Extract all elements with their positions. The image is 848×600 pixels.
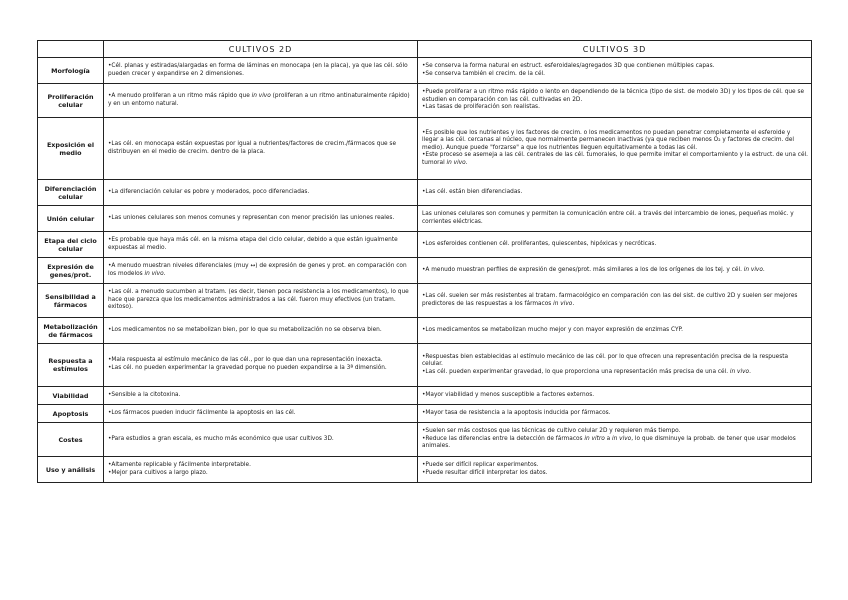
table-row [38,180,812,206]
cell-line: •Mejor para cultivos a largo plazo. [108,469,208,476]
comparison-table [37,40,812,483]
cell-line: Las uniones celulares son comunes y permiten la comunicación entre cél. a través del intercambio de iones, pequeñas moléc. y corrientes eléctricas. [422,210,794,225]
cell-line: •Puede ser difícil replicar experimentos. [422,461,539,468]
cell-line: •A menudo proliferan a un ritmo más rápido que in vivo (proliferan a un ritmo antinaturalmente rápido) y en un entorno natural. [108,92,410,107]
table-row [38,84,812,118]
row-label: Costes [38,423,104,457]
cell-3d [418,258,812,284]
cell-line: •Se conserva la forma natural en estruct. esferoidales/agregados 3D que contienen múltiples capas. [422,62,715,69]
row-label: Unión celular [38,206,104,232]
row-label: Expresión de genes/prot. [38,258,104,284]
cell-line: •Suelen ser más costosos que las técnicas de cultivo celular 2D y requieren más tiempo. [422,428,681,435]
cell-line: •Mala respuesta al estímulo mecánico de las cél., por lo que dan una representación inexacta. [108,357,383,364]
cell-3d [418,206,812,232]
table-row [38,457,812,483]
cell-line: •La diferenciación celular es pobre y moderados, poco diferenciadas. [108,188,310,195]
table-row [38,284,812,318]
cell-2d [104,318,418,344]
cell-line: •Cél. planas y estiradas/alargadas en forma de láminas en monocapa (en la placa), ya que las cél. sólo pueden crecer y expandirse en 2 dimensiones. [108,62,408,77]
cell-line: •Es probable que haya más cél. en la misma etapa del ciclo celular, debido a que están igualmente expuestas al medio. [108,236,398,251]
cell-3d [418,180,812,206]
row-label: Proliferación celular [38,84,104,118]
cell-2d [104,387,418,405]
cell-line: •Mayor viabilidad y menos susceptible a factores externos. [422,391,595,398]
cell-3d [418,405,812,423]
cell-3d [418,58,812,84]
cell-3d [418,118,812,180]
table-row [38,405,812,423]
cell-line: •Las uniones celulares son menos comunes y representan con menor precisión las uniones reales. [108,214,395,221]
table-row [38,206,812,232]
table-row [38,387,812,405]
cell-line: •A menudo muestran perfiles de expresión de genes/prot. más similares a los de los orígenes de los tej. y cél. in vivo. [422,266,765,273]
cell-3d [418,84,812,118]
cell-line: •A menudo muestran niveles diferenciales (muy ↔) de expresión de genes y prot. en comparación con los modelos in vivo. [108,262,407,277]
cell-3d [418,387,812,405]
row-label: Morfología [38,58,104,84]
cell-3d [418,457,812,483]
cell-2d [104,405,418,423]
row-label: Viabilidad [38,387,104,405]
header-row [38,41,812,58]
cell-2d [104,232,418,258]
cell-3d [418,344,812,387]
table-row [38,118,812,180]
cell-line: •Las cél. pueden experimentar gravedad, lo que proporciona una representación más precisa de una cél. in vivo. [422,368,751,375]
cell-2d [104,423,418,457]
cell-line: •Los fármacos pueden inducir fácilmente la apoptosis en las cél. [108,409,296,416]
row-label: Uso y análisis [38,457,104,483]
row-label: Apoptosis [38,405,104,423]
cell-line: •Los esferoides contienen cél. proliferantes, quiescentes, hipóxicas y necróticas. [422,240,657,247]
cell-3d [418,284,812,318]
cell-line: •Las tasas de proliferación son realistas. [422,104,540,111]
cell-2d [104,206,418,232]
cell-line: •Las cél. no pueden experimentar la gravedad porque no pueden expandirse a la 3ª dimensión. [108,365,387,371]
cell-line: •Los medicamentos no se metabolizan bien, por lo que su metabolización no se observa bien. [108,326,382,333]
row-label: Etapa del ciclo celular [38,232,104,258]
row-label: Exposición el medio [38,118,104,180]
cell-2d [104,344,418,387]
cell-2d [104,118,418,180]
cell-line: •Las cél. están bien diferenciadas. [422,188,523,195]
cell-line: •Respuestas bien establecidas al estímulo mecánico de las cél. por lo que ofrecen una representación precisa de la respuesta celular. [422,353,789,368]
cell-line: •Puede resultar difícil interpretar los datos. [422,469,548,476]
cell-line: •Se conserva también el crecim. de la cél. [422,70,546,77]
cell-line: •Mayor tasa de resistencia a la apoptosis inducida por fármacos. [422,409,611,416]
row-label: Metabolización de fármacos [38,318,104,344]
cell-line: •Es posible que los nutrientes y los factores de crecim. o los medicamentos no puedan penetrar completamente el esferoide y llegar a las cél. cercanas al núcleo, que normalmente permanecen inactivas (ya que reciben menos O₂ y factores de crecim. del medio). Aunque puede "forzarse" a que los nutrientes lleguen equitativamente a todas las cél. [422,129,795,151]
cell-line: •Las cél. suelen ser más resistentes al tratam. farmacológico en comparación con las del sist. de cultivo 2D y suelen ser mejores predictores de las respuestas a los fármacos in vivo. [422,292,798,307]
cell-line: •Las cél. a menudo sucumben al tratam. (es decir, tienen poca resistencia a los medicamentos), lo que hace que parezca que los medicamentos administrados a las cél. fueron muy efectivos (un tratam. exitoso). [108,289,409,311]
cell-line: •Los medicamentos se metabolizan mucho mejor y con mayor expresión de enzimas CYP. [422,326,683,333]
cell-3d [418,232,812,258]
table-row [38,318,812,344]
cell-line: •Altamente replicable y fácilmente interpretable. [108,461,251,468]
row-label: Diferenciación celular [38,180,104,206]
cell-3d [418,318,812,344]
cell-line: •Este proceso se asemeja a las cél. centrales de las cél. tumorales, lo que permite imitar el comportamiento y la estruct. de una cél. tumoral in vivo. [422,152,809,166]
cell-3d [418,423,812,457]
cell-2d [104,180,418,206]
table-row [38,423,812,457]
row-label: Sensibilidad a fármacos [38,284,104,318]
cell-2d [104,84,418,118]
cell-2d [104,58,418,84]
cell-line: •Para estudios a gran escala, es mucho más económico que usar cultivos 3D. [108,435,334,442]
cell-line: •Las cél. en monocapa están expuestas por igual a nutrientes/factores de crecim./fármacos que se distribuyen en el medio de crecim. dentro de la placa. [108,140,397,155]
cell-2d [104,284,418,318]
cell-line: •Puede proliferar a un ritmo más rápido o lento en dependiendo de la técnica (tipo de sist. de modelo 3D) y los tipos de cél. que se estudien en comparación con las cél. cultivadas en 2D. [422,89,805,103]
cell-2d [104,258,418,284]
table-row [38,58,812,84]
table-row [38,258,812,284]
cell-2d [104,457,418,483]
cell-line: •Sensible a la citotoxina. [108,391,181,398]
cell-line: •Reduce las diferencias entre la detección de fármacos in vitro a in vivo, lo que disminuye la probab. de tener que usar modelos animales. [422,435,796,450]
table-row [38,344,812,387]
table-row [38,232,812,258]
header-corner [38,41,104,58]
header-3d-cultures: CULTIVOS 3D [418,41,812,58]
row-label: Respuesta a estímulos [38,344,104,387]
header-2d-cultures: CULTIVOS 2D [104,41,418,58]
